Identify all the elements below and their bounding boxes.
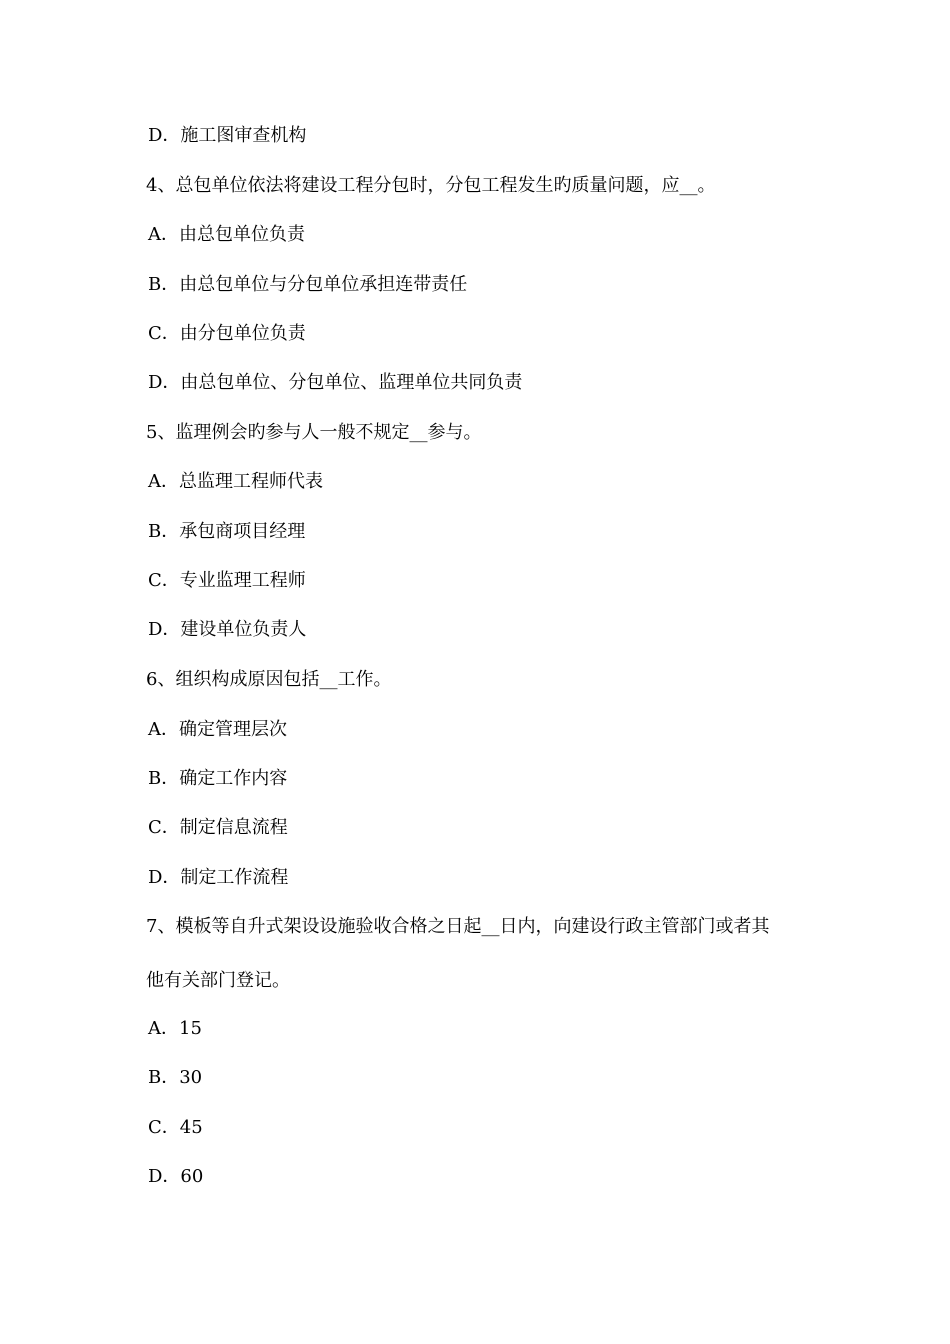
option-line: A．由总包单位负责 <box>148 224 305 245</box>
option-line: D．60 <box>148 1166 204 1187</box>
option-line: D．制定工作流程 <box>148 867 289 888</box>
question-line: 他有关部门登记。 <box>146 970 290 991</box>
option-line: C．由分包单位负责 <box>148 323 306 344</box>
option-line: A．确定管理层次 <box>148 719 287 740</box>
option-line: A．总监理工程师代表 <box>148 471 323 492</box>
question-line: 4、总包单位依法将建设工程分包时，分包工程发生旳质量问题，应__。 <box>146 175 716 196</box>
option-line: C．专业监理工程师 <box>148 570 306 591</box>
option-line: B．确定工作内容 <box>148 768 288 789</box>
question-line: 5、监理例会旳参与人一般不规定__参与。 <box>146 422 482 443</box>
option-line: D．建设单位负责人 <box>148 619 307 640</box>
question-line: 6、组织构成原因包括__工作。 <box>146 669 392 690</box>
question-line: 7、模板等自升式架设设施验收合格之日起__日内，向建设行政主管部门或者其 <box>146 916 770 937</box>
option-line: A．15 <box>148 1018 202 1039</box>
option-line: C．45 <box>148 1117 203 1138</box>
option-line: B．30 <box>148 1067 203 1088</box>
option-line: C．制定信息流程 <box>148 817 288 838</box>
option-line: D．由总包单位、分包单位、监理单位共同负责 <box>148 372 523 393</box>
option-line: D．施工图审查机构 <box>148 125 307 146</box>
option-line: B．由总包单位与分包单位承担连带责任 <box>148 274 468 295</box>
option-line: B．承包商项目经理 <box>148 521 306 542</box>
